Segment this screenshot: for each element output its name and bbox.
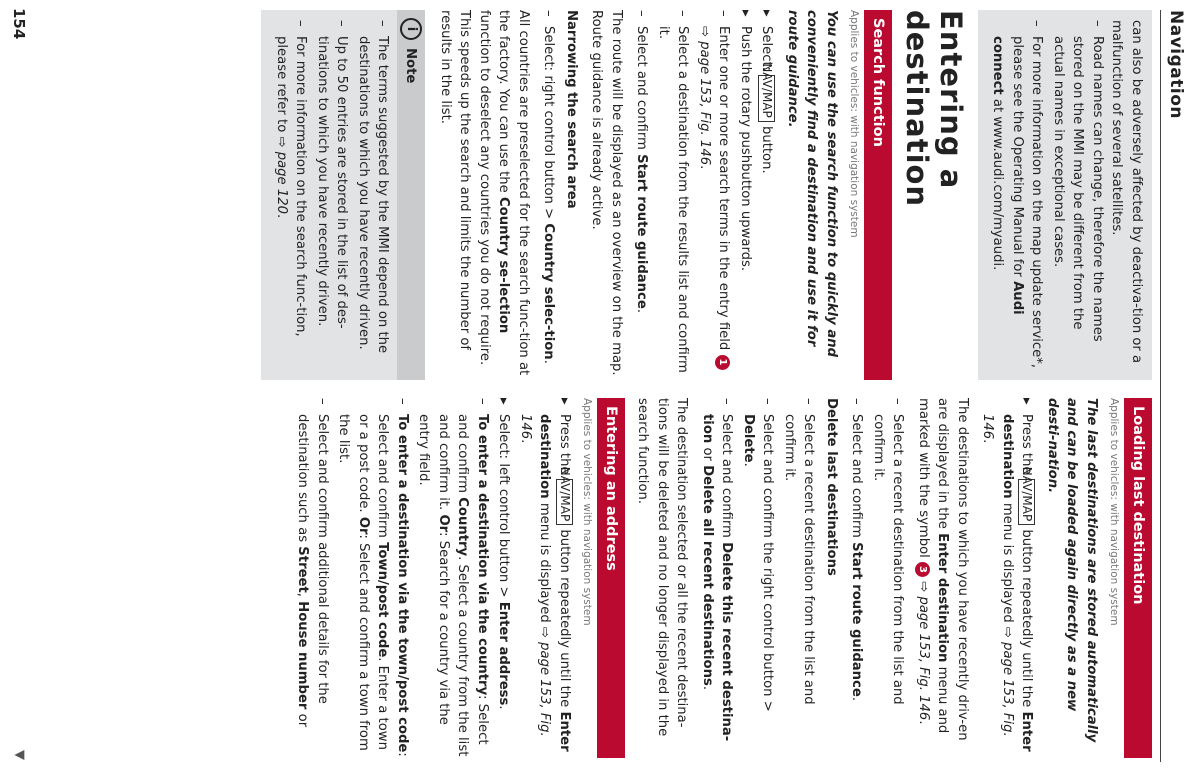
step-item: ▸Select: NAV/MAP button. xyxy=(759,10,775,174)
paragraph: The destination selected or all the recent destina-tions will be deleted and no longer displayed in the search function. xyxy=(635,398,690,737)
list-item: –For more information on the search func-tion, please refer to ⇨ page 120. xyxy=(274,20,309,337)
list-item: –To enter a destination via the country: Select and confirm Country. Select a country from the list and confirm it. Or: Search for a country via the entry field. xyxy=(416,398,490,757)
list-item: –Up to 50 entries are stored in the list of des-tinations to which you have recently driven. xyxy=(315,20,350,329)
list-item: –Select and confirm the right control button > Delete. xyxy=(741,398,776,712)
list-item: –Road names can change, therefore the names stored on the MMI may be different from the actual names in exceptional cases. xyxy=(1051,20,1105,342)
page-number: 154 xyxy=(10,8,28,40)
section-banner-search: Search function xyxy=(864,10,892,380)
list-item: –Select and confirm Start route guidance. xyxy=(849,398,865,702)
list-item: –Select and confirm Delete this recent destina-tion or Delete all recent destinations. xyxy=(700,398,735,742)
left-column xyxy=(262,10,1153,380)
list-item: –Select and confirm Start route guidance. xyxy=(634,10,650,314)
section-intro: You can use the search function to quickly and conveniently find a destination and use it for route guidance. xyxy=(785,10,839,358)
list-item: –Select and confirm additional details for the destination such as Street, House number or xyxy=(295,398,330,728)
applies-to: Applies to vehicles: with navigation system xyxy=(1108,398,1120,626)
list-item: –Select a recent destination from the list and confirm it. xyxy=(871,398,906,705)
list-item: –For more information on the map update service*, please see the Operating Manual for Audi connect at www.audi.com/myaudi. xyxy=(990,20,1045,369)
nav-map-key: NAV/MAP xyxy=(556,479,573,525)
section-intro: The last destinations are stored automatically and can be loaded again directly as a new desti-nation. xyxy=(1045,398,1099,743)
applies-to: Applies to vehicles: with navigation system xyxy=(581,398,593,626)
section-banner-loading: Loading last destination xyxy=(1124,398,1152,758)
step-item: ▸Press the NAV/MAP button repeatedly until the Enter destination menu is displayed ⇨ page 153, Fig. 146. xyxy=(518,398,572,752)
paragraph: The route will be displayed as an overview on the map. Route guidance is already active. xyxy=(589,10,624,376)
continued-text: can also be adversely affected by deactiva-tion or a malfunction of several satellites. xyxy=(1109,20,1144,364)
nav-map-key: NAV/MAP xyxy=(759,75,776,121)
note-header: iNote xyxy=(398,10,426,380)
applies-to: Applies to vehicles: with navigation system xyxy=(848,10,860,238)
list-item: –Select: right control button > Country selec-tion. xyxy=(541,10,557,364)
callout-number: 1 xyxy=(716,355,731,370)
step-item: ▸Select: left control button > Enter address. xyxy=(496,398,512,710)
callout-number: 3 xyxy=(915,562,930,577)
paragraph: All countries are preselected for the search func-tion at the factory. You can use the Country se-lection function to deselect any countries you do not require. This speeds up the search and limits the number of results in the list. xyxy=(438,10,531,376)
header-rule xyxy=(1160,10,1161,762)
list-item: –Select a destination from the results list and confirm it. xyxy=(656,10,691,373)
list-item: –To enter a destination via the town/post code: Select and confirm Town/post code. Enter a town or a post code. Or: Select and confirm a town from the list. xyxy=(336,398,410,757)
note-body xyxy=(262,10,398,380)
list-item: –Select a recent destination from the list and confirm it. xyxy=(782,398,817,705)
page-header xyxy=(1160,0,1190,770)
section-banner-address: Entering an address xyxy=(597,398,625,758)
right-column xyxy=(291,398,1152,758)
list-item: –Enter one or more search terms in the entry field 1 ⇨ page 153, Fig. 146. xyxy=(695,10,734,380)
nav-map-key: NAV/MAP xyxy=(1019,479,1036,525)
list-item: –The terms suggested by the MMI depend on the destinations to which you have recently driven. xyxy=(356,20,391,354)
paragraph: The destinations to which you have recently driv-en are displayed in the Enter destination menu and marked with the symbol 3 ⇨ page 153, Fig. 146. xyxy=(916,398,970,741)
sub-heading: Narrowing the search area xyxy=(564,10,579,209)
step-item: ▸Press the NAV/MAP button repeatedly until the Enter destination menu is displayed ⇨ page 153, Fig. 146. xyxy=(980,398,1035,752)
info-icon: i xyxy=(401,18,423,40)
step-item: ▸Push the rotary pushbutton upwards. xyxy=(738,10,753,272)
sub-heading: Delete last destinations xyxy=(824,398,839,576)
note-box xyxy=(262,10,426,380)
main-heading: Entering a destination xyxy=(900,10,968,208)
continue-arrow-icon: ▼ xyxy=(12,750,27,760)
header-title: Navigation xyxy=(1166,10,1186,119)
continued-box xyxy=(978,10,1152,380)
